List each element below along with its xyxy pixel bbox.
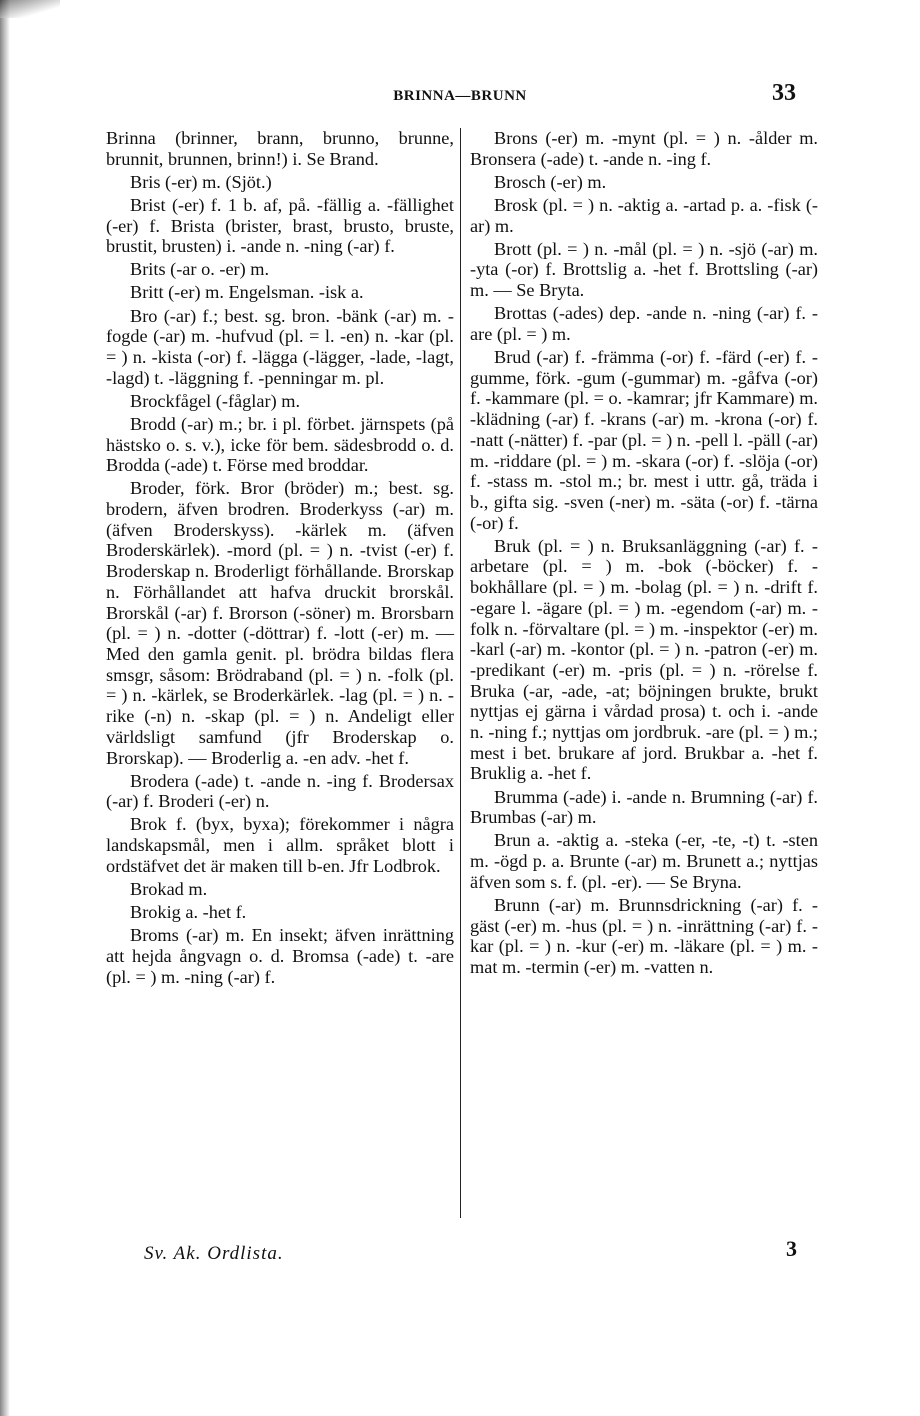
- entry-brockfagel: Brockfågel (-fåglar) m.: [130, 390, 301, 411]
- entry-brok: Brok f. (byx, byxa); förekommer i några landskapsmål, men i allm. språket blott i ordstäfvet det är maken till b-en. Jfr Lodbrok.: [106, 814, 454, 876]
- entry-brosk: Brosk (pl. = ) n. -aktig a. -artad p. a. -fisk (-ar) m.: [470, 194, 818, 236]
- entry-brist: Brist (-er) f. 1 b. af, på. -fällig a. -fällighet (-er) f. Brista (brister, brast, brusto, bruste, brustit, brusten) i. -ande n. -ning (-ar) f.: [106, 194, 454, 257]
- entry-bruk: Bruk (pl. = ) n. Bruksanläggning (-ar) f. -arbetare (pl. = ) m. -bok (-böcker) f. -bokhållare (pl. = ) m. -bolag (pl. = ) n. -drift f. -egare l. -ägare (pl. = ) m. -egendom (-ar) m. -folk n. -förvaltare (pl. = ) m. -inspektor (-er) m. -karl (-ar) m. -kontor (pl. = ) n. -patron (-er) m. -predikant (-er) m. -pris (pl. = ) n. -rörelse f. Bruka (-ar, -ade, -at; böjningen brukte, brukt nyttjas ej gärna i vårdad prosa) t. och i. -ande n. -ning f.; nyttjas om jordbruk. -are (pl. = ) m.; mest i bet. brukare af jord. Brukbar a. -het f. Bruklig a. -het f.: [470, 535, 818, 784]
- column-divider: [460, 128, 461, 1218]
- entry-brunn: Brunn (-ar) m. Brunnsdrickning (-ar) f. -gäst (-er) m. -hus (pl. = ) n. -inrättning (-ar) f. -kar (pl. = ) n. -kur (-er) m. -läkare (pl. = ) m. -mat m. -termin (-er) m. -vatten n.: [470, 894, 818, 977]
- entry-brinna: Brinna (brinner, brann, brunno, brunne, brunnit, brunnen, brinn!) i. Se Brand.: [106, 128, 454, 169]
- entry-brumma: Brumma (-ade) i. -ande n. Brumning (-ar) f. Brumbas (-ar) m.: [470, 786, 818, 828]
- entry-brott: Brott (pl. = ) n. -mål (pl. = ) n. -sjö (-ar) m. -yta (-or) f. Brottslig a. -het f. Brottsling (-ar) m. — Se Bryta.: [470, 238, 818, 301]
- entry-bris: Bris (-er) m. (Sjöt.): [130, 171, 272, 192]
- entry-broder: Broder, förk. Bror (bröder) m.; best. sg. brodern, äfven brodren. Broderkyss (-ar) m. (äfven Broderskyss). -kärlek m. (äfven Broderskärlek). -mord (pl. = ) n. -tvist (-er) f. Broderskap n. Broderligt förhållande. Brorskap n. Förhållandet att hafva druckit brorskål. Brorskål (-ar) f. Brorson (-söner) m. Brorsbarn (pl. = ) n. -dotter (-döttrar) f. -lott (-er) m. — Med den gamla genit. pl. brödra bildas flera smsgr, såsom: Brödraband (pl. = ) n. -folk (pl. = ) n. -kärlek, se Broderkärlek. -lag (pl. = ) n. -rike (-n) n. -skap (pl. = ) n. Andeligt eller världsligt samfund (jfr Broderskap o. Brorskap). — Broderlig a. -en adv. -het f.: [106, 478, 454, 768]
- left-column: [106, 128, 454, 990]
- scan-corner-shadow: [0, 0, 60, 18]
- entry-brud: Brud (-ar) f. -främma (-or) f. -färd (-er) f. -gumme, förk. -gum (-gummar) m. -gåfva (-or) f. -kammare (pl. = o. -kamrar; jfr Kammare) m. -klädning (-ar) f. -krans (-ar) m. -krona (-or) f. -natt (-nätter) f. -par (pl. = ) n. -pell l. -päll (-ar) m. -riddare (pl. = ) m. -skara (-or) f. -slöja (-or) f. -stass m. -stol m.; br. mest i uttr. gå, träda i b., gifta sig. -sven (-ner) m. -säta (-or) f. -tärna (-or) f.: [470, 346, 818, 533]
- scan-edge-shadow: [0, 0, 12, 1416]
- entry-brottas: Brottas (-ades) dep. -ande n. -ning (-ar) f. -are (pl. = ) m.: [470, 303, 818, 344]
- entry-bro: Bro (-ar) f.; best. sg. bron. -bänk (-ar) m. -fogde (-ar) m. -hufvud (pl. = l. -en) n. -kar (pl. = ) n. -kista (-or) f. -lägga (-lägger, -lade, -lagt, -lagd) t. -läggning f. -penningar m. pl.: [106, 305, 454, 388]
- entry-brun: Brun a. -aktig a. -steka (-er, -te, -t) t. -sten m. -ögd p. a. Brunte (-ar) m. Brunett a.; nyttjas äfven som s. f. (pl. -er). — Se Bryna.: [470, 830, 818, 892]
- entry-broms: Broms (-ar) m. En insekt; äfven inrättning att hejda ångvagn o. d. Bromsa (-ade) t. -are (pl. = ) m. -ning (-ar) f.: [106, 925, 454, 987]
- entry-britt: Britt (-er) m. Engelsman. -isk a.: [130, 282, 364, 303]
- signature-line: Sv. Ak. Ordlista.: [144, 1243, 284, 1264]
- entry-brits: Brits (-ar o. -er) m.: [130, 259, 270, 280]
- entry-brons: Brons (-er) m. -mynt (pl. = ) n. -ålder m. Bronsera (-ade) t. -ande n. -ing f.: [470, 128, 818, 169]
- running-head: BRINNA—BRUNN: [393, 88, 527, 104]
- entry-brokig: Brokig a. -het f.: [130, 902, 247, 922]
- entry-brodera: Brodera (-ade) t. -ande n. -ing f. Brodersax (-ar) f. Broderi (-er) n.: [106, 770, 454, 812]
- entry-brokad: Brokad m.: [130, 878, 208, 899]
- page-number: 33: [772, 80, 796, 106]
- right-column: [470, 128, 818, 980]
- entry-brosch: Brosch (-er) m.: [494, 171, 607, 192]
- entry-brodd: Brodd (-ar) m.; br. i pl. förbet. järnspets (på hästsko o. s. v.), icke för bem. sädesbrodd o. d. Brodda (-ade) t. Förse med broddar.: [106, 413, 454, 476]
- signature-mark: 3: [786, 1236, 797, 1261]
